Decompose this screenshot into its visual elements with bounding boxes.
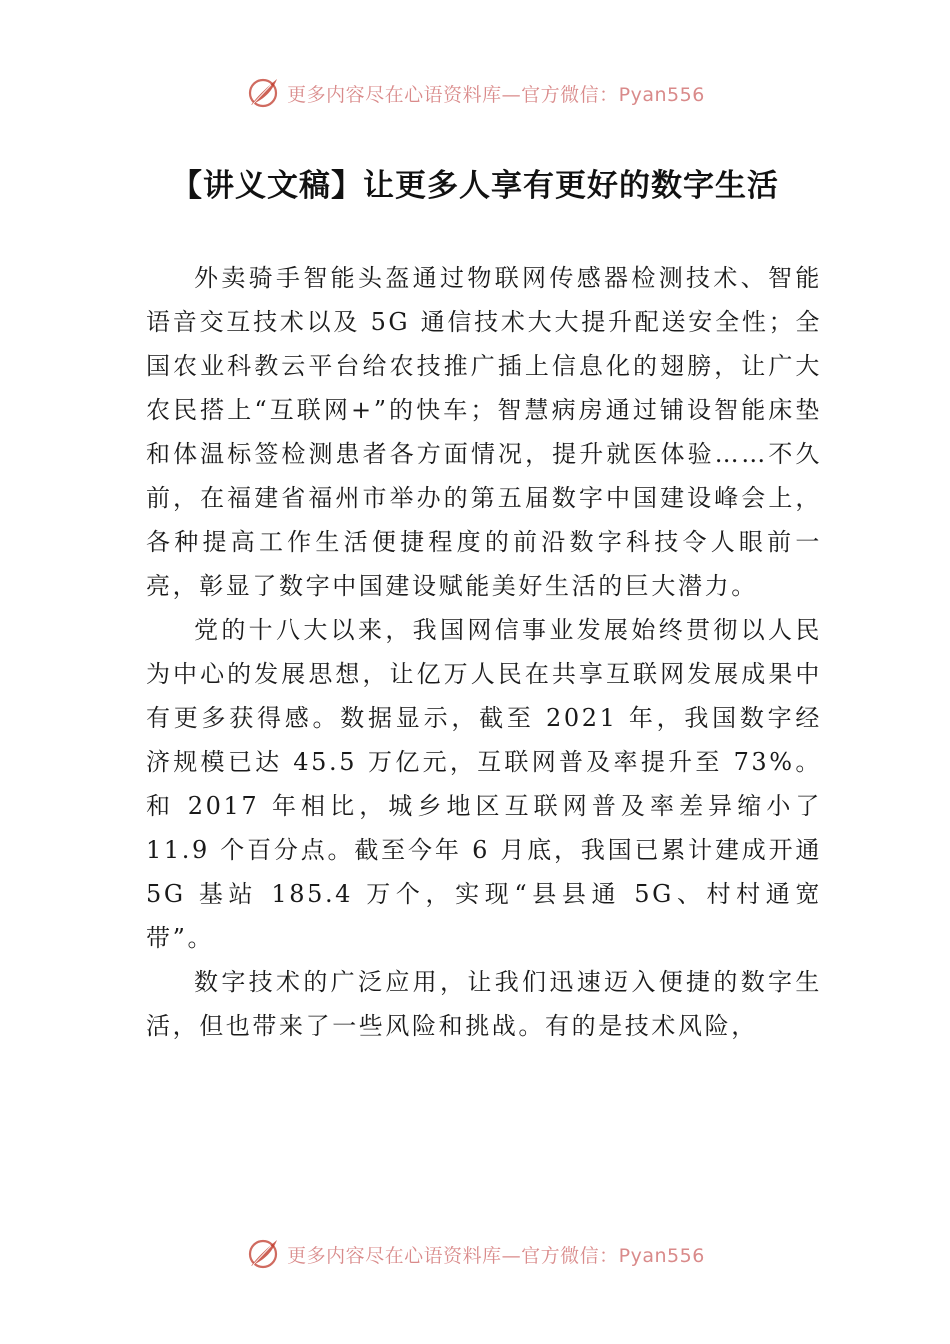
paragraph-3: 数字技术的广泛应用，让我们迅速迈入便捷的数字生活，但也带来了一些风险和挑战。有的是技术风险， [146, 968, 822, 1040]
paragraph-1: 外卖骑手智能头盔通过物联网传感器检测技术、智能语音交互技术以及 5G 通信技术大大提升配送安全性；全国农业科教云平台给农技推广插上信息化的翅膀，让广大农民搭上“互联网+”的快车；智慧病房通过铺设智能床垫和体温标签检测患者各方面情况，提升就医体验……不久前，在福建省福州市举办的第五届数字中国建设峰会上，各种提高工作生活便捷程度的前沿数字科技令人眼前一亮，彰显了数字中国建设赋能美好生活的巨大潜力。 [146, 264, 822, 600]
footer-watermark [0, 1232, 950, 1276]
wechat-id: Pyan556 [618, 1244, 705, 1267]
watermark-text: 更多内容尽在心语资料库—官方微信：Pyan556 [287, 83, 705, 106]
feather-logo-icon [245, 75, 281, 111]
paragraph-2: 党的十八大以来，我国网信事业发展始终贯彻以人民为中心的发展思想，让亿万人民在共享互联网发展成果中有更多获得感。数据显示，截至 2021 年，我国数字经济规模已达 45.5 万亿元，互联网普及率提升至 73%。和 2017 年相比，城乡地区互联网普及率差异缩小了 11.9 个百分点。截至今年 6 月底，我国已累计建成开通 5G 基站 185.4 万个，实现“县县通 5G、村村通宽带”。 [146, 616, 822, 952]
wechat-id: Pyan556 [618, 83, 705, 106]
watermark-text: 更多内容尽在心语资料库—官方微信：Pyan556 [287, 1244, 705, 1267]
document-title: 【讲义文稿】让更多人享有更好的数字生活 [171, 168, 779, 204]
feather-logo-icon [245, 1236, 281, 1272]
document-body [146, 256, 822, 1048]
header-watermark [0, 71, 950, 115]
